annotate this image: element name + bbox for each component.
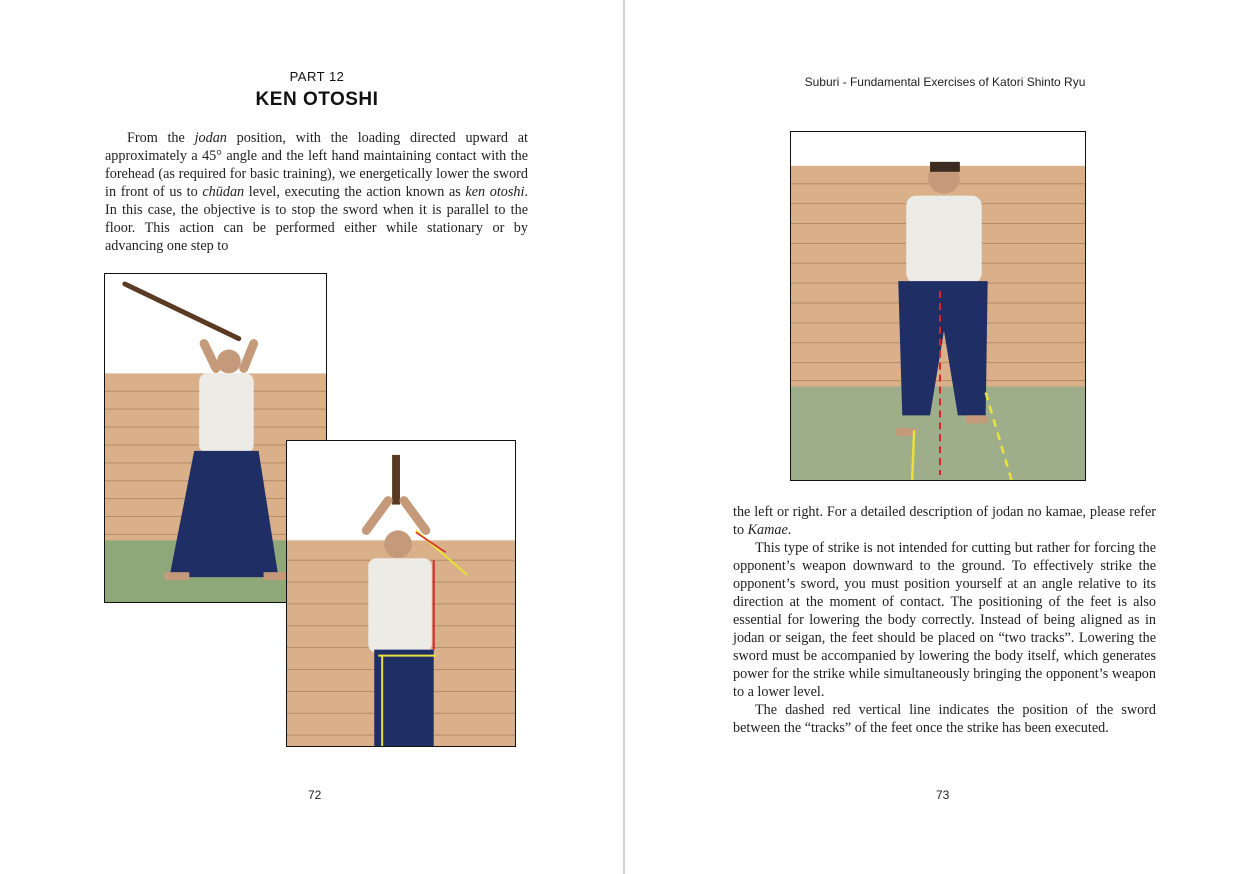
text-run: . bbox=[787, 522, 792, 538]
body-paragraph-left bbox=[105, 129, 528, 255]
page-number: 72 bbox=[308, 788, 322, 802]
term-chudan: chūdan bbox=[202, 184, 245, 200]
term-ken-otoshi: ken otoshi bbox=[465, 184, 525, 200]
text-run: . In this case, the objective is to stop the sword when it is parallel to the floor. This action can be performed either while stationary or by advancing one step to bbox=[105, 184, 528, 254]
right-page bbox=[625, 0, 1243, 874]
paragraph: This type of strike is not intended for cutting but rather for forcing the opponent’s weapon downward to the ground. To effectively strike the opponent’s sword, you must position yourself at an angle relative to its direction at the moment of contact. The positioning of the feet is also essential for lowering the body correctly. Instead of being aligned as in jodan or seigan, the feet should be placed on “two tracks”. Lowering the sword must be accompanied by lowering the body itself, which generates power for the strike while simultaneously bringing the opponent’s weapon to a lower level. bbox=[733, 540, 1156, 700]
text-run: position, with the loading directed upward at approximately a 45° angle and the left hand maintaining contact with the forehead (as required for basic training), we energetically lower the sword in front of us to bbox=[105, 130, 528, 200]
running-head: Suburi - Fundamental Exercises of Katori Shinto Ryu bbox=[804, 75, 1086, 89]
page-number: 73 bbox=[936, 788, 950, 802]
photo-ken-otoshi-front bbox=[790, 131, 1086, 481]
text-run: level, executing the action known as bbox=[244, 184, 466, 200]
photo-jodan-detail bbox=[286, 440, 516, 747]
paragraph bbox=[105, 129, 528, 255]
part-label: PART 12 bbox=[289, 69, 345, 84]
text-run: From the bbox=[127, 130, 195, 146]
paragraph bbox=[733, 503, 1156, 539]
chapter-title: KEN OTOSHI bbox=[255, 89, 379, 110]
term-jodan: jodan bbox=[194, 130, 227, 146]
paragraph: The dashed red vertical line indicates the position of the sword between the “tracks” of the feet once the strike has been executed. bbox=[733, 702, 1156, 736]
text-run: the left or right. For a detailed description of jodan no kamae, please refer to bbox=[733, 504, 1156, 538]
body-text-right bbox=[733, 503, 1156, 737]
term-kamae: Kamae bbox=[747, 522, 788, 538]
